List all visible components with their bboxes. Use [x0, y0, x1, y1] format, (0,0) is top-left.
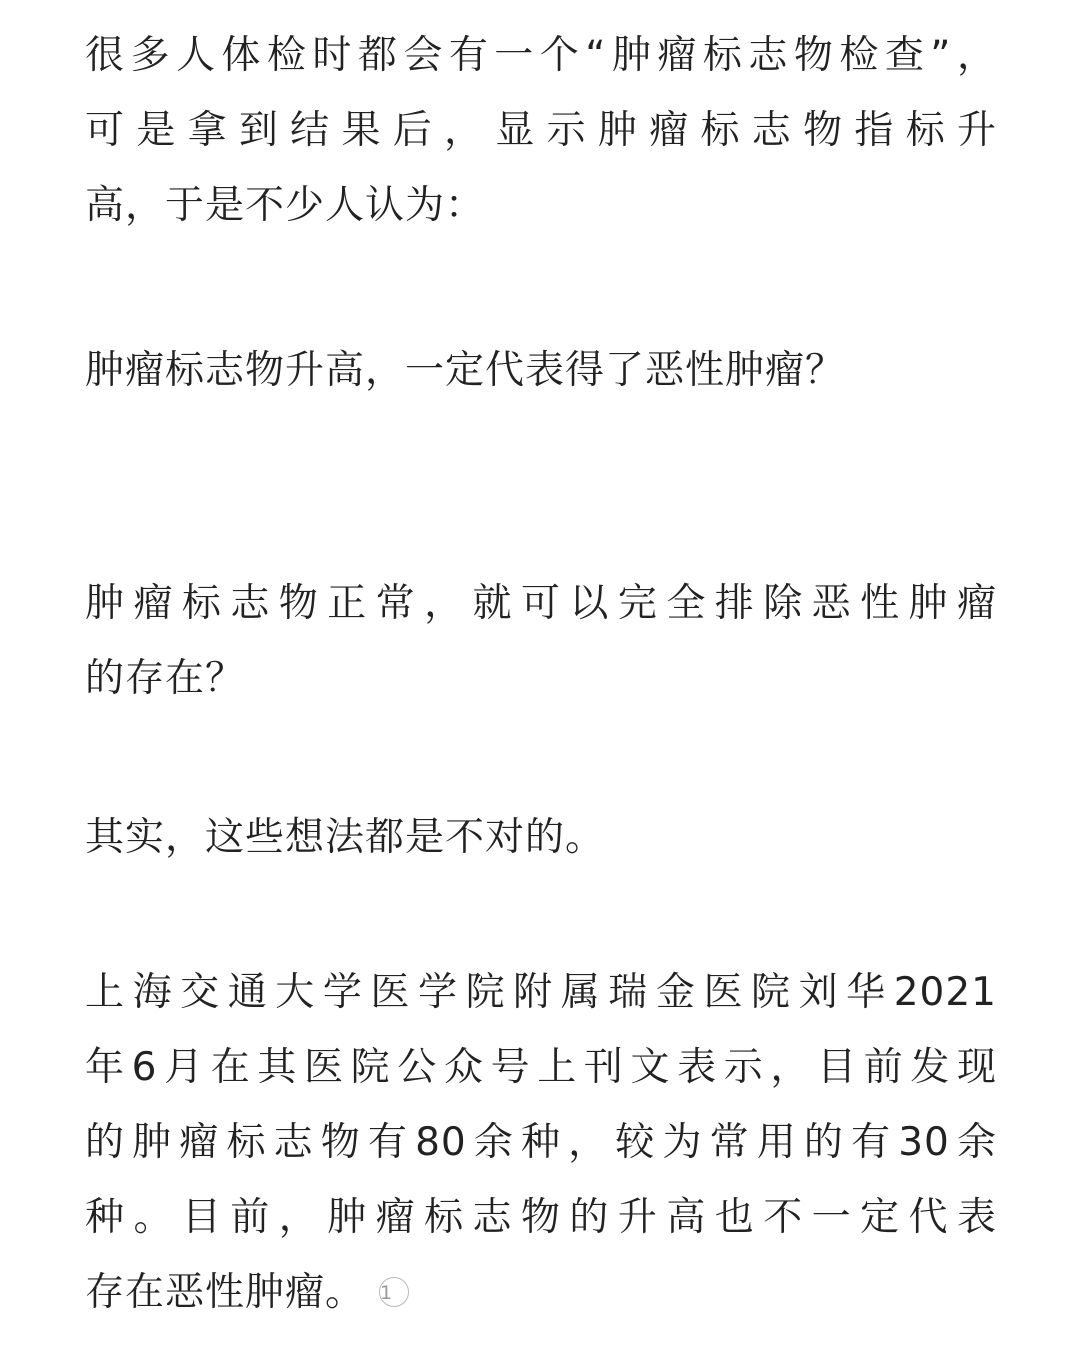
text-line: 种。目前，肿瘤标志物的升高也不一定代表	[85, 1195, 997, 1240]
text-line: 上海交通大学医学院附属瑞金医院刘华2021	[85, 970, 997, 1015]
text-line: 年6月在其医院公众号上刊文表示，目前发现	[85, 1045, 997, 1090]
text-line: 很多人体检时都会有一个“肿瘤标志物检查”，	[85, 33, 997, 78]
text-line: 的存在？	[85, 656, 246, 701]
text-line: 可是拿到结果后，显示肿瘤标志物指标升	[85, 108, 997, 153]
text-line-content: 存在恶性肿瘤。	[85, 1270, 366, 1315]
text-line: 的肿瘤标志物有80余种，较为常用的有30余	[85, 1120, 997, 1165]
paragraph-question-2	[85, 566, 997, 716]
text-line: 肿瘤标志物正常，就可以完全排除恶性肿瘤	[85, 581, 997, 626]
paragraph-question-1	[85, 333, 997, 408]
text-line: 肿瘤标志物升高，一定代表得了恶性肿瘤？	[85, 348, 846, 393]
text-line: 高，于是不少人认为：	[85, 183, 486, 228]
text-line-final	[85, 1255, 997, 1330]
footnote-marker[interactable]: 1	[379, 1277, 409, 1307]
paragraph-intro	[85, 18, 997, 243]
text-line: 其实，这些想法都是不对的。	[85, 815, 606, 860]
paragraph-rebuttal	[85, 800, 997, 875]
paragraph-source	[85, 955, 997, 1330]
